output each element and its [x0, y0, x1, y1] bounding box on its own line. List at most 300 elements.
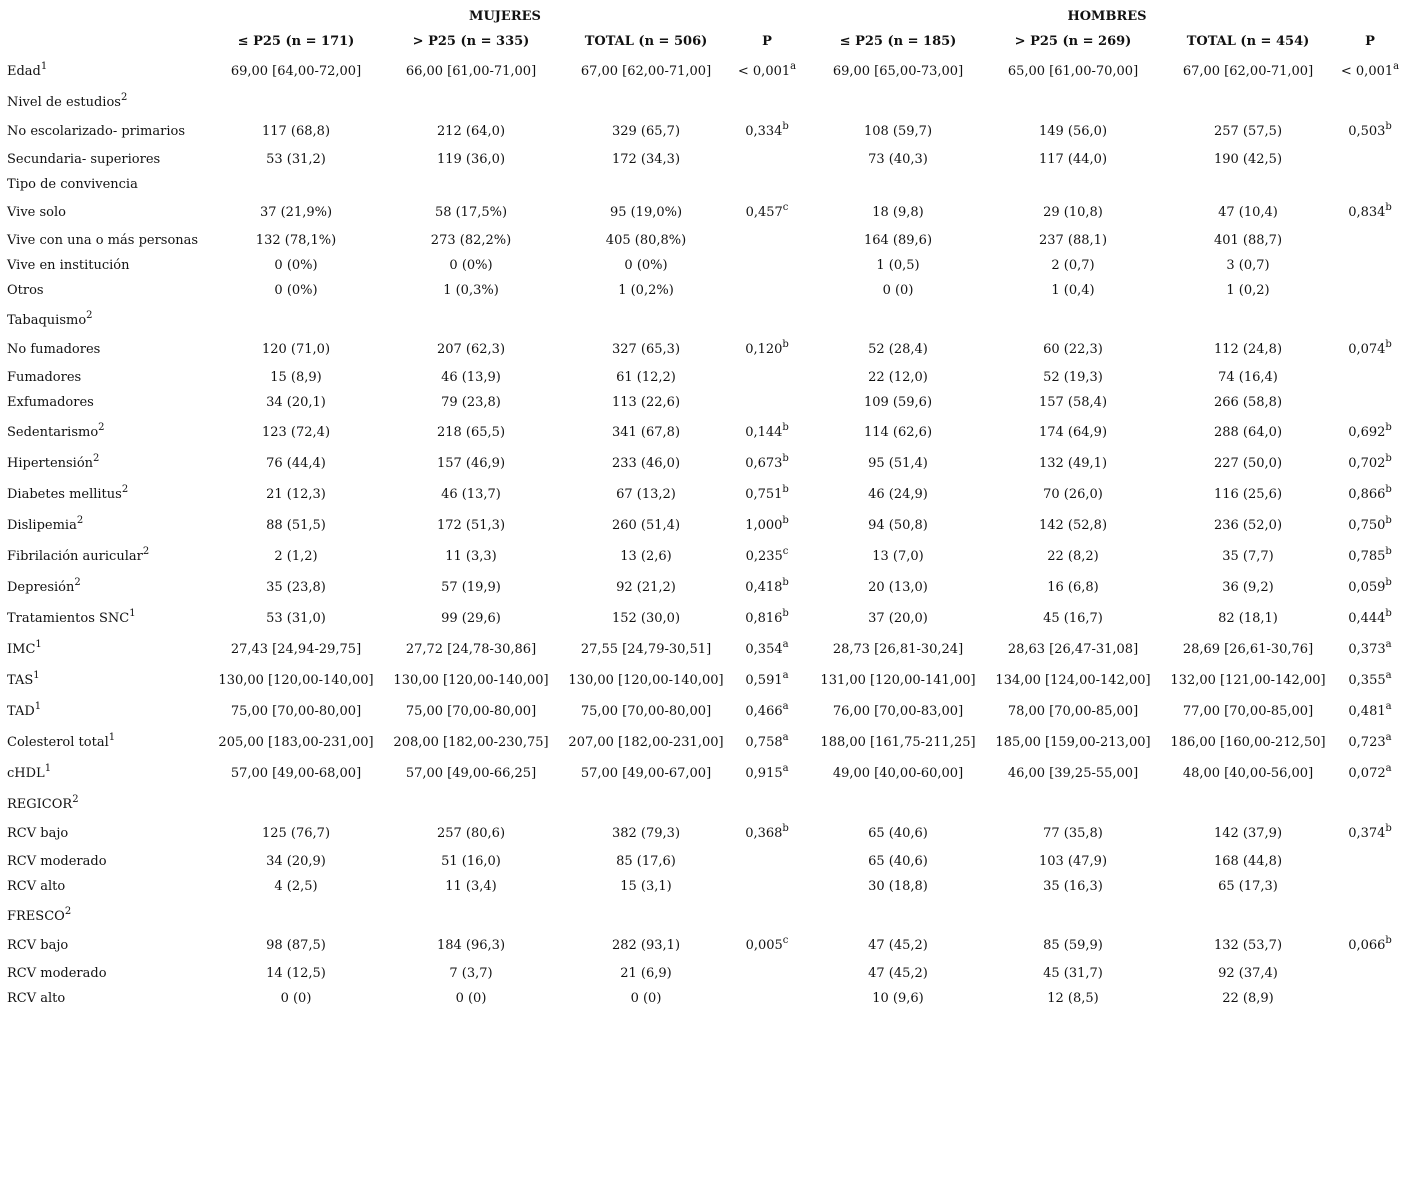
table-cell: [1170, 735, 1325, 751]
cell-value: 0,066: [1348, 938, 1386, 953]
table-cell: [872, 991, 924, 1007]
p-value: [1348, 670, 1392, 689]
table-cell: [231, 642, 361, 658]
footnote-marker: 2: [98, 422, 105, 433]
table-cell: [281, 991, 312, 1007]
table-cell: [612, 826, 680, 842]
cell-value: 92 (21,2): [616, 580, 676, 595]
p-value: [1348, 577, 1392, 596]
cell-value: 11 (3,3): [445, 549, 497, 564]
cell-value: 1 (0,2%): [618, 283, 674, 298]
row-label: [7, 453, 100, 472]
table-cell: [1226, 283, 1269, 299]
row-label: [7, 670, 40, 689]
cell-value: 66,00 [61,00-71,00]: [405, 64, 537, 79]
p-value: [1348, 339, 1392, 358]
cell-value: 212 (64,0): [436, 124, 506, 139]
cell-value: 34 (20,9): [266, 854, 326, 869]
row-label: [7, 283, 44, 299]
cell-value: 21 (6,9): [620, 966, 672, 981]
cell-value: 130,00 [120,00-140,00]: [568, 673, 724, 688]
footnote-marker: 2: [64, 906, 72, 917]
cell-value: 34 (20,1): [266, 395, 326, 410]
cell-value: 53 (31,2): [266, 152, 326, 167]
cell-value: 47 (45,2): [868, 966, 928, 981]
row-label: [7, 794, 79, 813]
cell-value: 117 (68,8): [261, 124, 331, 139]
table-cell: [833, 64, 963, 80]
table-cell: [266, 854, 326, 870]
cell-value: 0,785: [1348, 549, 1386, 564]
table-cell: [612, 425, 680, 441]
table-cell: [1039, 152, 1107, 168]
table-cell: [618, 283, 674, 299]
cell-value: 57,00 [49,00-68,00]: [230, 766, 362, 781]
p-value: [1348, 823, 1392, 842]
table-cell: [1214, 456, 1282, 472]
test-marker: b: [1385, 484, 1392, 495]
cell-value: 65 (17,3): [1218, 879, 1278, 894]
table-cell: [612, 938, 680, 954]
cell-value: 35 (16,3): [1043, 879, 1103, 894]
column-header: TOTAL (n = 506): [584, 34, 708, 49]
cell-value: 75,00 [70,00-80,00]: [580, 704, 712, 719]
table-cell: [1214, 152, 1282, 168]
cell-value: 119 (36,0): [436, 152, 506, 167]
cell-value: 27,72 [24,78-30,86]: [405, 642, 537, 657]
row-label-text: No fumadores: [7, 342, 101, 357]
p-value: [745, 823, 789, 842]
cell-value: 157 (58,4): [1038, 395, 1108, 410]
table-cell: [260, 205, 332, 221]
cell-value: 0,834: [1348, 205, 1386, 220]
table-cell: [581, 64, 711, 80]
cell-value: 47 (45,2): [868, 938, 928, 953]
test-marker: b: [1385, 608, 1392, 619]
column-header: TOTAL (n = 454): [1186, 34, 1310, 49]
cell-value: 132 (49,1): [1038, 456, 1108, 471]
table-cell: [1043, 938, 1103, 954]
cell-value: 131,00 [120,00-141,00]: [820, 673, 976, 688]
table-cell: [868, 487, 928, 503]
cell-value: 207,00 [182,00-231,00]: [568, 735, 724, 750]
footnote-marker: 1: [44, 763, 52, 774]
cell-value: 13 (2,6): [620, 549, 672, 564]
p-value: [745, 639, 789, 658]
table-cell: [1214, 425, 1282, 441]
table-cell: [876, 258, 919, 274]
row-label: [7, 124, 185, 140]
test-marker: a: [782, 701, 789, 712]
footnote-marker: 2: [120, 92, 128, 103]
p-value: [737, 61, 797, 80]
test-marker: a: [782, 763, 789, 774]
row-label: [7, 938, 68, 954]
cell-value: 0,750: [1348, 518, 1386, 533]
test-marker: c: [782, 202, 789, 213]
test-marker: b: [1385, 339, 1392, 350]
cell-value: 157 (46,9): [436, 456, 506, 471]
cell-value: < 0,001: [1340, 64, 1394, 79]
table-cell: [616, 370, 676, 386]
cell-value: 0,368: [745, 826, 783, 841]
cell-value: 142 (52,8): [1038, 518, 1108, 533]
table-cell: [864, 233, 932, 249]
table-cell: [612, 124, 680, 140]
row-label-text: RCV moderado: [7, 854, 107, 869]
p-value: [745, 546, 789, 565]
table-cell: [266, 966, 326, 982]
table-cell: [1183, 642, 1313, 658]
cell-value: 16 (6,8): [1047, 580, 1099, 595]
cell-value: 0,915: [745, 766, 783, 781]
table-cell: [833, 766, 963, 782]
cell-value: 117 (44,0): [1038, 152, 1108, 167]
p-value: [1348, 484, 1392, 503]
cell-value: 190 (42,5): [1213, 152, 1283, 167]
footnote-marker: 2: [93, 453, 100, 464]
test-marker: b: [782, 121, 789, 132]
cell-value: 45 (31,7): [1043, 966, 1103, 981]
row-label: [7, 310, 93, 329]
test-marker: a: [1385, 639, 1392, 650]
cell-value: 113 (22,6): [611, 395, 681, 410]
table-cell: [266, 938, 326, 954]
table-cell: [1170, 673, 1325, 689]
cell-value: 288 (64,0): [1213, 425, 1283, 440]
table-cell: [624, 258, 667, 274]
table-cell: [406, 704, 536, 720]
table-cell: [1218, 611, 1278, 627]
table-cell: [1043, 611, 1103, 627]
table-cell: [1183, 766, 1313, 782]
table-cell: [868, 580, 928, 596]
cell-value: 0,503: [1348, 124, 1386, 139]
row-label: [7, 546, 150, 565]
cell-value: 0,816: [745, 611, 783, 626]
test-marker: b: [1385, 577, 1392, 588]
cell-value: 46 (13,7): [441, 487, 501, 502]
table-cell: [393, 673, 548, 689]
table-cell: [456, 991, 487, 1007]
footnote-marker: 2: [72, 794, 79, 805]
table-cell: [274, 283, 317, 299]
cell-value: 0,120: [745, 342, 783, 357]
cell-value: 58 (17,5%): [434, 205, 508, 220]
test-marker: b: [1385, 546, 1392, 557]
cell-value: 103 (47,9): [1038, 854, 1108, 869]
cell-value: 257 (80,6): [436, 826, 506, 841]
table-cell: [581, 704, 711, 720]
cell-value: 85 (59,9): [1043, 938, 1103, 953]
cell-value: 125 (76,7): [261, 826, 331, 841]
cell-value: 13 (7,0): [872, 549, 924, 564]
table-cell: [1222, 991, 1274, 1007]
row-label-text: Edad: [7, 64, 41, 79]
cell-value: 207 (62,3): [436, 342, 506, 357]
cell-value: 218 (65,5): [436, 425, 506, 440]
p-value: [745, 121, 789, 140]
row-label-text: Dislipemia: [7, 518, 77, 533]
table-cell: [1039, 124, 1107, 140]
cell-value: 20 (13,0): [868, 580, 928, 595]
cell-value: 57 (19,9): [441, 580, 501, 595]
cell-value: 52 (28,4): [868, 342, 928, 357]
cell-value: 69,00 [65,00-73,00]: [832, 64, 964, 79]
cell-value: 114 (62,6): [863, 425, 933, 440]
group-header: HOMBRES: [1067, 9, 1147, 24]
cell-value: 185,00 [159,00-213,00]: [995, 735, 1151, 750]
cell-value: 2 (0,7): [1051, 258, 1095, 273]
cell-value: 149 (56,0): [1038, 124, 1108, 139]
test-marker: b: [1385, 202, 1392, 213]
table-cell: [1183, 704, 1313, 720]
table-cell: [1183, 64, 1313, 80]
cell-value: 28,73 [26,81-30,24]: [832, 642, 964, 657]
cell-value: 109 (59,6): [863, 395, 933, 410]
table-cell: [441, 580, 501, 596]
cell-value: 60 (22,3): [1043, 342, 1103, 357]
row-label-text: Vive en institución: [7, 258, 130, 273]
footnote-marker: 1: [33, 670, 40, 681]
cell-value: 112 (24,8): [1213, 342, 1283, 357]
cell-value: 69,00 [64,00-72,00]: [230, 64, 362, 79]
cell-value: 61 (12,2): [616, 370, 676, 385]
row-label: [7, 854, 107, 870]
row-label-text: Vive con una o más personas: [7, 233, 199, 248]
cell-value: 35 (23,8): [266, 580, 326, 595]
cell-value: 172 (34,3): [611, 152, 681, 167]
row-label-text: Colesterol total: [7, 735, 109, 750]
table-cell: [437, 518, 505, 534]
cell-value: 152 (30,0): [611, 611, 681, 626]
row-label: [7, 152, 160, 168]
footnote-marker: 2: [76, 515, 84, 526]
table-cell: [620, 549, 672, 565]
table-cell: [231, 64, 361, 80]
row-label-text: Diabetes mellitus: [7, 487, 122, 502]
row-label: [7, 422, 105, 441]
row-label: [7, 342, 100, 358]
table-cell: [274, 258, 317, 274]
table-cell: [441, 395, 501, 411]
row-label: [7, 577, 81, 596]
row-label-text: FRESCO: [7, 909, 65, 924]
table-cell: [1218, 370, 1278, 386]
cell-value: 88 (51,5): [266, 518, 326, 533]
row-label: [7, 92, 128, 111]
test-marker: c: [782, 546, 789, 557]
p-value: [745, 484, 789, 503]
table-cell: [1214, 854, 1282, 870]
p-value: [1348, 701, 1392, 720]
cell-value: 257 (57,5): [1213, 124, 1283, 139]
table-cell: [864, 425, 932, 441]
cell-value: 0,481: [1348, 704, 1386, 719]
cell-value: 0 (0%): [624, 258, 668, 273]
cell-value: 0 (0): [280, 991, 312, 1006]
row-label: [7, 258, 130, 274]
table-cell: [1043, 879, 1103, 895]
table-cell: [620, 879, 672, 895]
table-cell: [868, 370, 928, 386]
footnote-marker: 2: [142, 546, 150, 557]
footnote-marker: 1: [108, 732, 116, 743]
table-cell: [437, 342, 505, 358]
cell-value: 273 (82,2%): [430, 233, 512, 248]
column-header: ≤ P25 (n = 171): [237, 34, 355, 49]
table-cell: [266, 487, 326, 503]
cell-value: 10 (9,6): [872, 991, 924, 1006]
row-label: [7, 966, 107, 982]
p-value: [745, 732, 789, 751]
cell-value: 94 (50,8): [868, 518, 928, 533]
cell-value: 21 (12,3): [266, 487, 326, 502]
footnote-marker: 2: [86, 310, 93, 321]
table-cell: [1218, 966, 1278, 982]
cell-value: 92 (37,4): [1218, 966, 1278, 981]
cell-value: 1 (0,4): [1051, 283, 1095, 298]
cell-value: 260 (51,4): [611, 518, 681, 533]
row-label-text: Exfumadores: [7, 395, 94, 410]
row-label-text: Nivel de estudios: [7, 95, 121, 110]
table-cell: [568, 735, 723, 751]
cell-value: 1 (0,3%): [443, 283, 499, 298]
test-marker: b: [782, 484, 789, 495]
cell-value: 36 (9,2): [1222, 580, 1274, 595]
row-label: [7, 61, 48, 80]
test-marker: a: [1393, 61, 1400, 72]
table-cell: [231, 704, 361, 720]
row-label-text: RCV bajo: [7, 826, 69, 841]
table-cell: [1226, 258, 1269, 274]
table-cell: [218, 735, 373, 751]
cell-value: 0,702: [1348, 456, 1386, 471]
test-marker: b: [1385, 121, 1392, 132]
cell-value: 0,466: [745, 704, 783, 719]
cell-value: 76 (44,4): [266, 456, 326, 471]
table-cell: [437, 938, 505, 954]
cell-value: 53 (31,0): [266, 611, 326, 626]
cell-value: 405 (80,8%): [605, 233, 687, 248]
p-value: [745, 422, 789, 441]
cell-value: 46 (24,9): [868, 487, 928, 502]
cell-value: 52 (19,3): [1043, 370, 1103, 385]
row-label-text: Secundaria- superiores: [7, 152, 161, 167]
cell-value: 0,072: [1348, 766, 1386, 781]
cell-value: 45 (16,7): [1043, 611, 1103, 626]
table-cell: [868, 342, 928, 358]
cell-value: 0,673: [745, 456, 783, 471]
cell-value: < 0,001: [737, 64, 791, 79]
test-marker: a: [790, 61, 797, 72]
table-cell: [883, 283, 914, 299]
row-label: [7, 608, 136, 627]
row-label-text: RCV bajo: [7, 938, 69, 953]
table-cell: [445, 879, 497, 895]
column-header: P: [1365, 34, 1375, 49]
p-value: [1348, 935, 1392, 954]
cell-value: 78,00 [70,00-85,00]: [1007, 704, 1139, 719]
table-cell: [266, 456, 326, 472]
p-value: [745, 670, 789, 689]
p-value: [1348, 515, 1392, 534]
table-cell: [266, 395, 326, 411]
column-header: ≤ P25 (n = 185): [839, 34, 957, 49]
row-label-text: RCV alto: [7, 991, 66, 1006]
table-cell: [612, 456, 680, 472]
cell-value: 327 (65,3): [611, 342, 681, 357]
cell-value: 27,43 [24,94-29,75]: [230, 642, 362, 657]
table-cell: [441, 370, 501, 386]
table-cell: [441, 611, 501, 627]
table-cell: [393, 735, 548, 751]
cell-value: 65 (40,6): [868, 826, 928, 841]
table-cell: [1047, 991, 1099, 1007]
row-label: [7, 484, 129, 503]
table-cell: [1043, 966, 1103, 982]
cell-value: 65,00 [61,00-70,00]: [1007, 64, 1139, 79]
p-value: [1348, 732, 1392, 751]
cell-value: 0,751: [745, 487, 783, 502]
table-cell: [441, 854, 501, 870]
table-cell: [437, 152, 505, 168]
table-cell: [995, 735, 1150, 751]
test-marker: a: [1385, 763, 1392, 774]
table-cell: [1214, 395, 1282, 411]
table-cell: [1214, 487, 1282, 503]
p-value: [745, 453, 789, 472]
test-marker: b: [1385, 935, 1392, 946]
table-cell: [218, 673, 373, 689]
row-label-text: Fumadores: [7, 370, 82, 385]
table-cell: [868, 826, 928, 842]
row-label-text: TAS: [7, 673, 34, 688]
cell-value: 0,418: [745, 580, 783, 595]
cell-value: 12 (8,5): [1047, 991, 1099, 1006]
table-cell: [443, 283, 499, 299]
table-cell: [568, 673, 723, 689]
column-header: > P25 (n = 335): [412, 34, 530, 49]
cell-value: 0,373: [1348, 642, 1386, 657]
cell-value: 95 (51,4): [868, 456, 928, 471]
row-label-text: TAD: [7, 704, 35, 719]
table-cell: [435, 205, 507, 221]
row-label: [7, 991, 65, 1007]
cell-value: 282 (93,1): [611, 938, 681, 953]
cell-value: 0,591: [745, 673, 783, 688]
cell-value: 57,00 [49,00-66,25]: [405, 766, 537, 781]
table-cell: [406, 642, 536, 658]
row-label: [7, 515, 84, 534]
footnote-marker: 1: [129, 608, 136, 619]
row-label: [7, 826, 68, 842]
cell-value: 0,235: [745, 549, 783, 564]
table-cell: [868, 152, 928, 168]
table-cell: [1214, 233, 1282, 249]
table-cell: [274, 879, 317, 895]
table-cell: [868, 518, 928, 534]
table-cell: [437, 826, 505, 842]
table-cell: [1218, 205, 1278, 221]
cell-value: 47 (10,4): [1218, 205, 1278, 220]
cell-value: 237 (88,1): [1038, 233, 1108, 248]
row-label-text: No escolarizado- primarios: [7, 124, 186, 139]
row-label-text: Fibrilación auricular: [7, 549, 143, 564]
test-marker: b: [782, 608, 789, 619]
table-cell: [1039, 854, 1107, 870]
table-cell: [1047, 580, 1099, 596]
